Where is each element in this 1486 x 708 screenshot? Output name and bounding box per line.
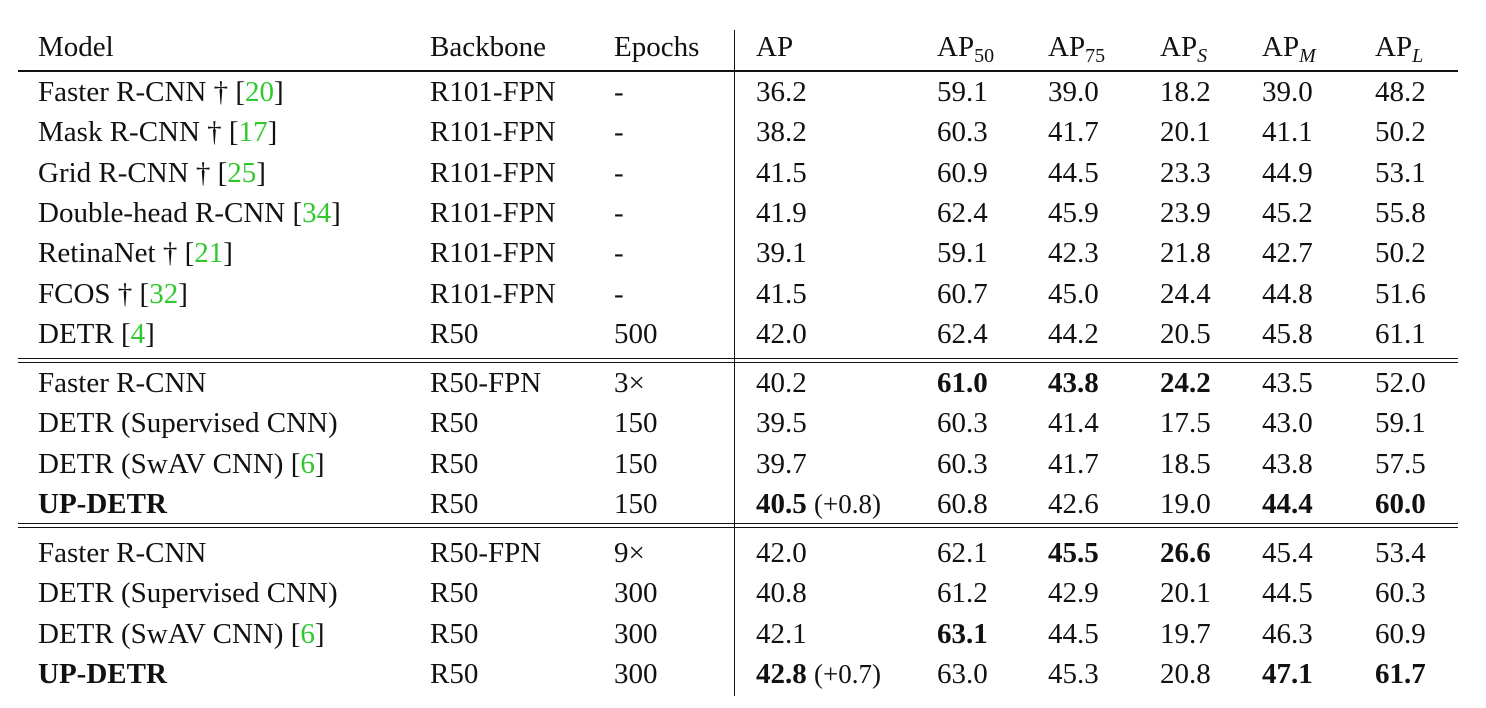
cell-apl: 48.2 bbox=[1375, 76, 1426, 108]
cell-ap: 40.8 bbox=[756, 577, 807, 610]
cell-apl: 55.8 bbox=[1375, 196, 1426, 229]
table-row bbox=[0, 484, 1486, 524]
cell-backbone: R101-FPN bbox=[430, 156, 556, 189]
cell-ap75: 44.2 bbox=[1048, 317, 1099, 350]
citation-link[interactable]: 21 bbox=[194, 237, 224, 270]
header-model: Model bbox=[38, 31, 114, 63]
cell-epochs: 150 bbox=[614, 407, 658, 440]
cell-ap75: 45.0 bbox=[1048, 277, 1099, 310]
ap-gain: (+0.7) bbox=[814, 658, 881, 689]
cell-apm: 46.3 bbox=[1262, 617, 1313, 650]
cell-epochs: 150 bbox=[614, 447, 658, 480]
cell-ap: 38.2 bbox=[756, 116, 807, 149]
cell-apl: 60.9 bbox=[1375, 617, 1426, 650]
cell-ap75: 42.3 bbox=[1048, 237, 1099, 270]
table-row bbox=[0, 654, 1486, 694]
cell-apm: 45.2 bbox=[1262, 196, 1313, 229]
cell-model: Faster R-CNN † [20] bbox=[38, 76, 284, 108]
cell-apm: 44.9 bbox=[1262, 156, 1313, 189]
table-row bbox=[0, 72, 1486, 112]
cell-backbone: R101-FPN bbox=[430, 76, 556, 108]
cell-ap50: 63.0 bbox=[937, 657, 988, 690]
cell-aps: 20.8 bbox=[1160, 657, 1211, 690]
ap-gain: (+0.8) bbox=[814, 488, 881, 519]
cell-ap75: 41.4 bbox=[1048, 407, 1099, 440]
cell-epochs: - bbox=[614, 76, 624, 108]
cell-epochs: - bbox=[614, 116, 624, 149]
cell-ap: 42.0 bbox=[756, 537, 807, 569]
cell-aps: 17.5 bbox=[1160, 407, 1211, 440]
cell-apl: 51.6 bbox=[1375, 277, 1426, 310]
table-row bbox=[0, 233, 1486, 273]
header-row bbox=[0, 27, 1486, 67]
citation-link[interactable]: 25 bbox=[227, 156, 257, 189]
cell-model: Grid R-CNN † [25] bbox=[38, 156, 266, 189]
cell-apm: 41.1 bbox=[1262, 116, 1313, 149]
cell-apm: 44.5 bbox=[1262, 577, 1313, 610]
cell-model: UP-DETR bbox=[38, 657, 167, 690]
cell-ap50: 63.1 bbox=[937, 617, 988, 650]
cell-apm: 45.8 bbox=[1262, 317, 1313, 350]
citation-link[interactable]: 6 bbox=[300, 447, 315, 480]
cell-backbone: R50-FPN bbox=[430, 537, 542, 569]
cell-aps: 23.9 bbox=[1160, 196, 1211, 229]
cell-apm: 44.4 bbox=[1262, 487, 1313, 520]
cell-ap75: 43.8 bbox=[1048, 367, 1099, 399]
cell-model: UP-DETR bbox=[38, 487, 167, 520]
cell-aps: 18.5 bbox=[1160, 447, 1211, 480]
cell-backbone: R50-FPN bbox=[430, 367, 542, 399]
table-row bbox=[0, 444, 1486, 484]
table-row bbox=[0, 314, 1486, 354]
citation-link[interactable]: 34 bbox=[302, 196, 332, 229]
cell-ap50: 60.8 bbox=[937, 487, 988, 520]
cell-ap75: 39.0 bbox=[1048, 76, 1099, 108]
cell-model: Mask R-CNN † [17] bbox=[38, 116, 278, 149]
cell-ap: 41.5 bbox=[756, 156, 807, 189]
cell-model: RetinaNet † [21] bbox=[38, 237, 233, 270]
header-apl: $AP_L$ bbox=[1375, 31, 1424, 67]
cell-ap75: 42.6 bbox=[1048, 487, 1099, 520]
header-ap: AP bbox=[756, 31, 794, 63]
cell-ap75: 44.5 bbox=[1048, 617, 1099, 650]
cell-ap: 36.2 bbox=[756, 76, 807, 108]
cell-aps: 24.4 bbox=[1160, 277, 1211, 310]
cell-aps: 18.2 bbox=[1160, 76, 1211, 108]
cell-ap: 42.1 bbox=[756, 617, 807, 650]
cell-apl: 60.3 bbox=[1375, 577, 1426, 610]
cell-apl: 59.1 bbox=[1375, 407, 1426, 440]
cell-ap75: 45.5 bbox=[1048, 537, 1099, 569]
cell-ap75: 44.5 bbox=[1048, 156, 1099, 189]
group-separator bbox=[18, 527, 1458, 528]
cell-ap50: 61.0 bbox=[937, 367, 988, 399]
table-row bbox=[0, 533, 1486, 573]
cell-model: DETR (SwAV CNN) [6] bbox=[38, 617, 325, 650]
cell-backbone: R101-FPN bbox=[430, 277, 556, 310]
cell-model: FCOS † [32] bbox=[38, 277, 188, 310]
header-epochs: Epochs bbox=[614, 31, 700, 63]
cell-ap: 39.1 bbox=[756, 237, 807, 270]
cell-aps: 23.3 bbox=[1160, 156, 1211, 189]
table-row bbox=[0, 193, 1486, 233]
table-row bbox=[0, 274, 1486, 314]
cell-ap50: 62.4 bbox=[937, 196, 988, 229]
cell-epochs: 300 bbox=[614, 617, 658, 650]
table-row bbox=[0, 614, 1486, 654]
cell-ap: 41.5 bbox=[756, 277, 807, 310]
cell-ap50: 59.1 bbox=[937, 76, 988, 108]
cell-ap75: 45.3 bbox=[1048, 657, 1099, 690]
table-row bbox=[0, 403, 1486, 443]
cell-epochs: 150 bbox=[614, 487, 658, 520]
cell-ap: 40.2 bbox=[756, 367, 807, 399]
cell-apl: 53.1 bbox=[1375, 156, 1426, 189]
cell-backbone: R50 bbox=[430, 407, 479, 440]
table-row bbox=[0, 573, 1486, 613]
cell-apl: 60.0 bbox=[1375, 487, 1426, 520]
cell-epochs: 9× bbox=[614, 537, 645, 569]
cell-aps: 20.5 bbox=[1160, 317, 1211, 350]
cell-model: Faster R-CNN bbox=[38, 367, 207, 399]
header-ap75: $AP_{75}$ bbox=[1048, 31, 1106, 67]
cell-backbone: R50 bbox=[430, 447, 479, 480]
table-row bbox=[0, 112, 1486, 152]
cell-epochs: - bbox=[614, 156, 624, 189]
cell-apm: 45.4 bbox=[1262, 537, 1313, 569]
cell-ap50: 61.2 bbox=[937, 577, 988, 610]
cell-model: DETR (Supervised CNN) bbox=[38, 407, 338, 440]
cell-epochs: 3× bbox=[614, 367, 645, 399]
citation-link[interactable]: 17 bbox=[238, 116, 268, 149]
cell-apm: 43.0 bbox=[1262, 407, 1313, 440]
cell-apm: 42.7 bbox=[1262, 237, 1313, 270]
header-apm: $AP_M$ bbox=[1262, 31, 1316, 67]
cell-ap75: 41.7 bbox=[1048, 447, 1099, 480]
cell-backbone: R50 bbox=[430, 577, 479, 610]
cell-ap: 40.5 (+0.8) bbox=[756, 487, 881, 520]
cell-ap50: 60.3 bbox=[937, 116, 988, 149]
cell-backbone: R101-FPN bbox=[430, 116, 556, 149]
cell-epochs: - bbox=[614, 277, 624, 310]
group-separator bbox=[18, 358, 1458, 359]
citation-link[interactable]: 20 bbox=[245, 76, 275, 108]
cell-model: DETR (Supervised CNN) bbox=[38, 577, 338, 610]
cell-ap75: 45.9 bbox=[1048, 196, 1099, 229]
cell-aps: 21.8 bbox=[1160, 237, 1211, 270]
cell-epochs: - bbox=[614, 237, 624, 270]
cell-epochs: - bbox=[614, 196, 624, 229]
cell-aps: 20.1 bbox=[1160, 116, 1211, 149]
cell-backbone: R50 bbox=[430, 617, 479, 650]
cell-aps: 20.1 bbox=[1160, 577, 1211, 610]
cell-ap: 39.5 bbox=[756, 407, 807, 440]
cell-apl: 50.2 bbox=[1375, 116, 1426, 149]
cell-ap: 42.8 (+0.7) bbox=[756, 657, 881, 690]
header-ap50: $AP_{50}$ bbox=[937, 31, 995, 67]
cell-backbone: R101-FPN bbox=[430, 196, 556, 229]
cell-model: DETR [4] bbox=[38, 317, 155, 350]
cell-model: Double-head R-CNN [34] bbox=[38, 196, 341, 229]
cell-ap50: 60.3 bbox=[937, 407, 988, 440]
cell-ap: 39.7 bbox=[756, 447, 807, 480]
cell-ap50: 60.3 bbox=[937, 447, 988, 480]
cell-apm: 47.1 bbox=[1262, 657, 1313, 690]
cell-aps: 19.0 bbox=[1160, 487, 1211, 520]
cell-ap: 41.9 bbox=[756, 196, 807, 229]
cell-apl: 52.0 bbox=[1375, 367, 1426, 399]
cell-ap75: 41.7 bbox=[1048, 116, 1099, 149]
table-row bbox=[0, 153, 1486, 193]
cell-apl: 61.7 bbox=[1375, 657, 1426, 690]
cell-backbone: R101-FPN bbox=[430, 237, 556, 270]
cell-apm: 44.8 bbox=[1262, 277, 1313, 310]
citation-link[interactable]: 6 bbox=[300, 617, 315, 650]
citation-link[interactable]: 32 bbox=[149, 277, 179, 310]
cell-apm: 39.0 bbox=[1262, 76, 1313, 108]
cell-backbone: R50 bbox=[430, 317, 479, 350]
table-row bbox=[0, 363, 1486, 403]
cell-ap75: 42.9 bbox=[1048, 577, 1099, 610]
cell-ap50: 60.7 bbox=[937, 277, 988, 310]
cell-apm: 43.8 bbox=[1262, 447, 1313, 480]
citation-link[interactable]: 4 bbox=[130, 317, 146, 350]
header-backbone: Backbone bbox=[430, 31, 546, 63]
cell-ap: 42.0 bbox=[756, 317, 807, 350]
cell-apl: 53.4 bbox=[1375, 537, 1426, 569]
cell-ap50: 59.1 bbox=[937, 237, 988, 270]
cell-ap50: 62.4 bbox=[937, 317, 988, 350]
cell-aps: 26.6 bbox=[1160, 537, 1211, 569]
cell-aps: 24.2 bbox=[1160, 367, 1211, 399]
cell-apl: 61.1 bbox=[1375, 317, 1426, 350]
cell-ap50: 60.9 bbox=[937, 156, 988, 189]
cell-epochs: 300 bbox=[614, 657, 658, 690]
cell-backbone: R50 bbox=[430, 487, 479, 520]
cell-apl: 57.5 bbox=[1375, 447, 1426, 480]
cell-apm: 43.5 bbox=[1262, 367, 1313, 399]
header-aps: $AP_S$ bbox=[1160, 31, 1208, 67]
cell-ap50: 62.1 bbox=[937, 537, 988, 569]
cell-model: DETR (SwAV CNN) [6] bbox=[38, 447, 325, 480]
cell-model: Faster R-CNN bbox=[38, 537, 207, 569]
cell-apl: 50.2 bbox=[1375, 237, 1426, 270]
cell-backbone: R50 bbox=[430, 657, 479, 690]
cell-aps: 19.7 bbox=[1160, 617, 1211, 650]
cell-epochs: 500 bbox=[614, 317, 658, 350]
cell-epochs: 300 bbox=[614, 577, 658, 610]
